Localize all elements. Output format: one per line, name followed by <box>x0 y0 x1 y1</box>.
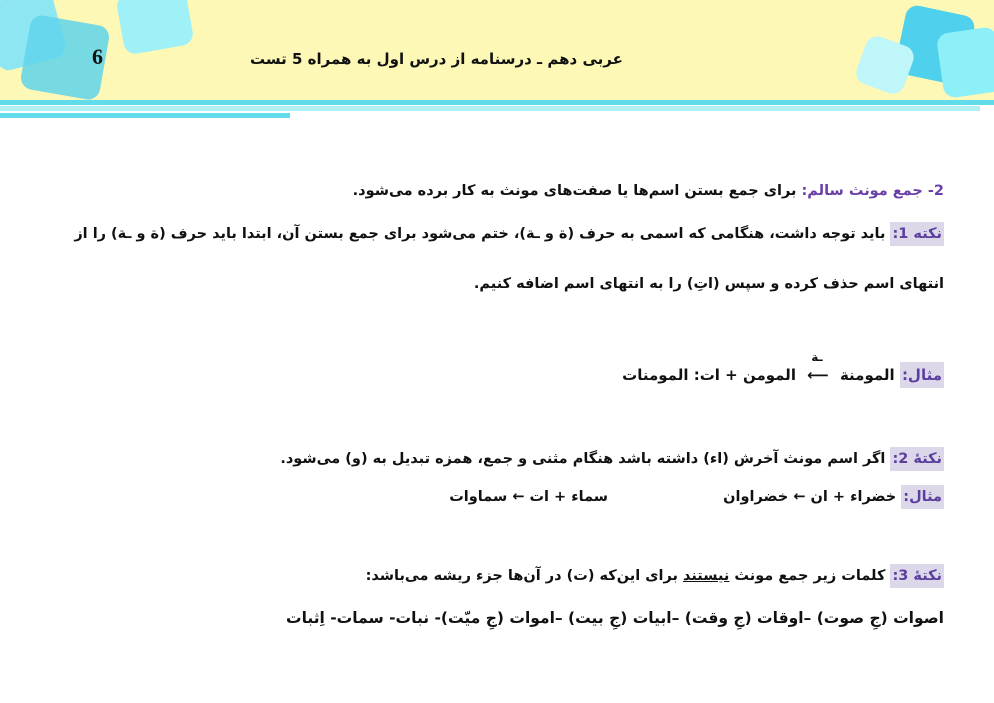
note-1-line-1 <box>40 226 944 242</box>
example-2-label: مثال: <box>901 485 944 509</box>
arrow-label: ـة <box>811 350 823 364</box>
note-3-text-end: برای این‌که (ت) در آن‌ها جزء ریشه می‌باشد: <box>365 568 684 584</box>
decorative-square <box>936 26 994 99</box>
example-1-line <box>40 350 944 384</box>
header-band <box>0 0 994 100</box>
note-1-label: نکته 1: <box>890 222 944 246</box>
note-2-label: نکتهٔ 2: <box>890 447 944 471</box>
left-arrow-icon: ⟵ <box>807 366 829 384</box>
arrow-group <box>807 350 829 384</box>
decorative-square <box>115 0 194 56</box>
example-2-first: خضراء + ان ← خضراوان <box>723 489 902 505</box>
stripe-mid <box>0 106 980 111</box>
example-2-second: سماء + ات ← سماوات <box>449 489 609 505</box>
page-number: 6 <box>92 44 103 69</box>
note-1-text-continued: انتهای اسم حذف کرده و سپس (اتِ) را به انتهای اسم اضافه کنیم. <box>473 276 944 292</box>
note-3-line <box>40 568 944 584</box>
example-2-line <box>40 489 944 505</box>
note-3-underlined: نیستند <box>683 568 730 584</box>
document-title: عربی دهم ـ درسنامه از درس اول به همراه 5 تست <box>250 50 623 68</box>
note-2-text: اگر اسم مونث آخرش (اء) داشته باشد هنگام مثنی و جمع، همزه تبدیل به (و) می‌شود. <box>280 451 891 467</box>
stripe-bottom <box>0 113 290 118</box>
section-text: برای جمع بستن اسم‌ها یا صفت‌های مونث به کار برده می‌شود. <box>352 183 802 199</box>
stripe-top <box>0 100 994 105</box>
note-2-line <box>40 451 944 467</box>
section-heading: 2- جمع مونث سالم: <box>801 183 944 199</box>
example-rest: المومن + ات: المومنات <box>622 366 796 384</box>
example-word: المومنة <box>839 366 895 384</box>
plural-list: اصوات (جِ صوت) –اوقات (جِ وقت) –ابیات (جِ بیت) –اموات (جِ میّت)- نبات- سمات- اِثبات <box>286 609 944 627</box>
note-3-list <box>40 609 944 627</box>
note-3-label: نکتهٔ 3: <box>890 564 944 588</box>
example-label: مثال: <box>900 362 944 388</box>
note-3-text-start: کلمات زیر جمع مونث <box>729 568 891 584</box>
section-2-line <box>40 183 944 199</box>
note-1-text: باید توجه داشت، هنگامی که اسمی به حرف (ة و ـة)، ختم می‌شود برای جمع بستن آن، ابتدا باید حرف (ة و ـة) را از <box>74 226 891 242</box>
note-1-line-2 <box>40 276 944 292</box>
